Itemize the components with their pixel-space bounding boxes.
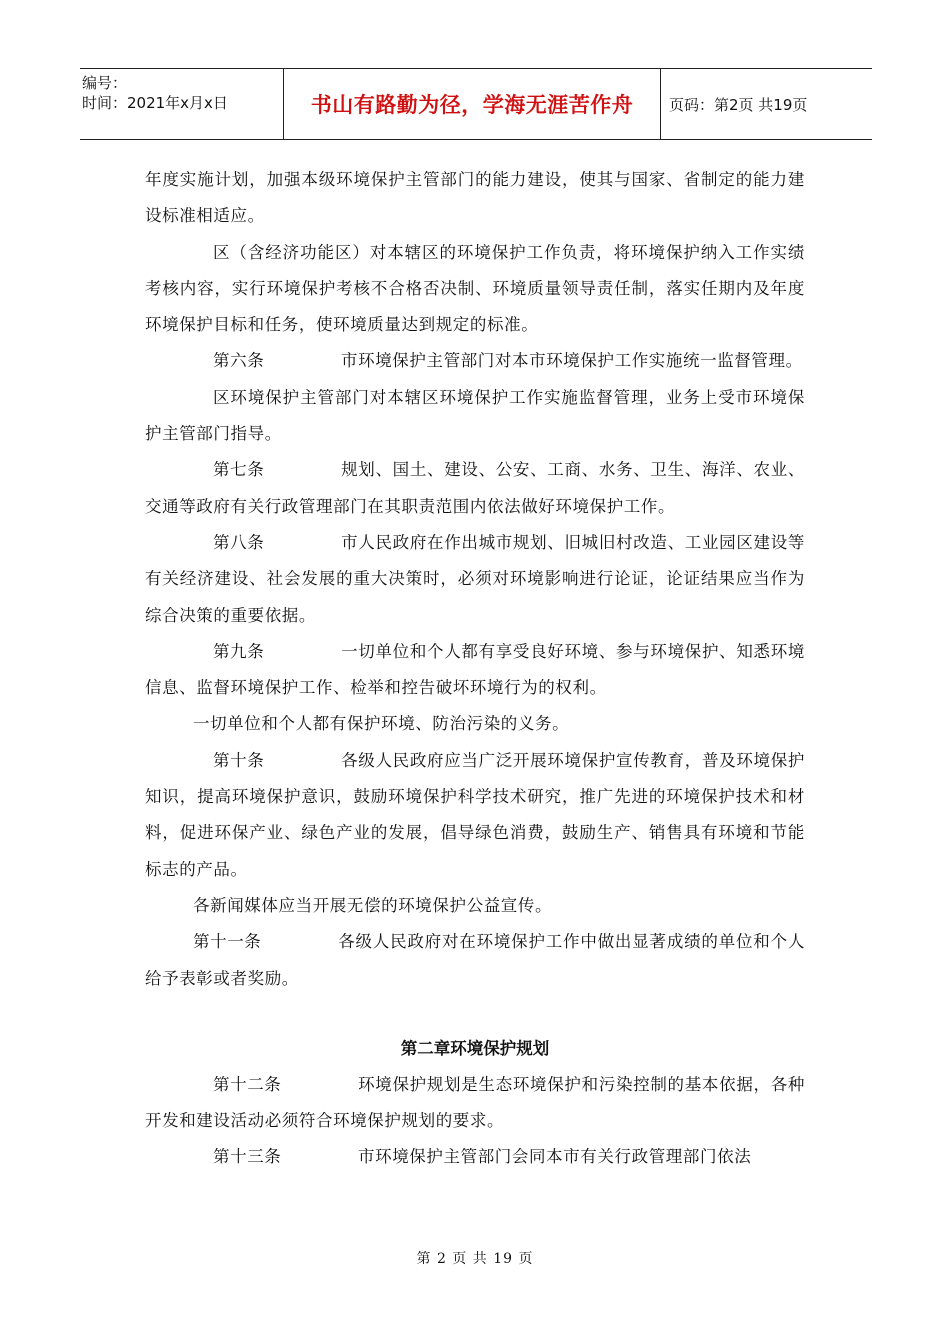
page-footer: 第 2 页 共 19 页: [416, 1251, 534, 1267]
paragraph-text: 各级人民政府应当广泛开展环境保护宣传教育，普及环境保护知识，提高环境保护意识，鼓励环境保护科学技术研究，推广先进的环境保护技术和材料，促进环保产业、绿色产业的发展，倡导绿色消费，鼓励生产、销售具有环境和节能标志的产品。: [145, 750, 805, 879]
paragraph-text: 一切单位和个人都有享受良好环境、参与环境保护、知悉环境信息、监督环境保护工作、检举和控告破坏环境行为的权利。: [145, 641, 805, 698]
article-paragraph: [145, 1067, 805, 1140]
paragraph: [145, 162, 805, 235]
article-number: 第六条: [213, 351, 265, 371]
paragraph-text: 各级人民政府对在环境保护工作中做出显著成绩的单位和个人给予表彰或者奖励。: [145, 932, 805, 988]
paragraph-text: 环境保护规划是生态环境保护和污染控制的基本依据，各种开发和建设活动必须符合环境保护规划的要求。: [145, 1074, 805, 1131]
article-number: 第十条: [213, 750, 265, 770]
document-time-label: 时间：2021年x月x日: [82, 94, 228, 112]
paragraph-text: 年度实施计划，加强本级环境保护主管部门的能力建设，使其与国家、省制定的能力建设标准相适应。: [145, 170, 805, 226]
article-number: 第十三条: [213, 1147, 282, 1167]
document-number-label: 编号：: [82, 74, 128, 92]
chapter-title: 第二章环境保护规划: [400, 1038, 550, 1058]
article-paragraph: [145, 452, 805, 525]
header-meta: [80, 69, 283, 139]
article-number: 第十一条: [193, 932, 262, 952]
paragraph: [145, 380, 805, 453]
page-header: [80, 68, 872, 140]
paragraph-text: 区环境保护主管部门对本辖区环境保护工作实施监督管理，业务上受市环境保护主管部门指导。: [145, 387, 805, 444]
paragraph: [145, 235, 805, 344]
paragraph-text: 各新闻媒体应当开展无偿的环境保护公益宣传。: [193, 895, 553, 915]
paragraph-text: 一切单位和个人都有保护环境、防治污染的义务。: [193, 714, 570, 734]
paragraph-text: 市环境保护主管部门对本市环境保护工作实施统一监督管理。: [341, 351, 803, 371]
article-paragraph: [145, 343, 805, 379]
article-paragraph: [145, 924, 805, 997]
paragraph: [145, 706, 805, 742]
paragraph-text: 规划、国土、建设、公安、工商、水务、卫生、海洋、农业、交通等政府有关行政管理部门在其职责范围内依法做好环境保护工作。: [145, 460, 805, 516]
article-number: 第十二条: [213, 1074, 282, 1094]
article-paragraph: [145, 525, 805, 634]
article-number: 第八条: [213, 532, 265, 552]
document-body: [145, 162, 805, 1176]
header-motto: 书山有路勤为径，学海无涯苦作舟: [310, 93, 634, 117]
article-paragraph: [145, 1139, 805, 1175]
paragraph-text: 市人民政府在作出城市规划、旧城旧村改造、工业园区建设等有关经济建设、社会发展的重大决策时，必须对环境影响进行论证，论证结果应当作为综合决策的重要依据。: [145, 532, 805, 625]
article-paragraph: [145, 634, 805, 707]
paragraph-text: 市环境保护主管部门会同本市有关行政管理部门依法: [358, 1147, 752, 1167]
paragraph-text: 区（含经济功能区）对本辖区的环境保护工作负责，将环境保护纳入工作实绩考核内容，实行环境保护考核不合格否决制、环境质量领导责任制，落实任期内及年度环境保护目标和任务，使环境质量达到规定的标准。: [145, 242, 805, 335]
header-page-info: 页码：第2页 共19页: [669, 95, 808, 114]
article-paragraph: [145, 743, 805, 888]
article-number: 第七条: [213, 460, 265, 480]
header-motto-cell: [283, 69, 661, 139]
paragraph: [145, 888, 805, 924]
article-number: 第九条: [213, 641, 265, 661]
